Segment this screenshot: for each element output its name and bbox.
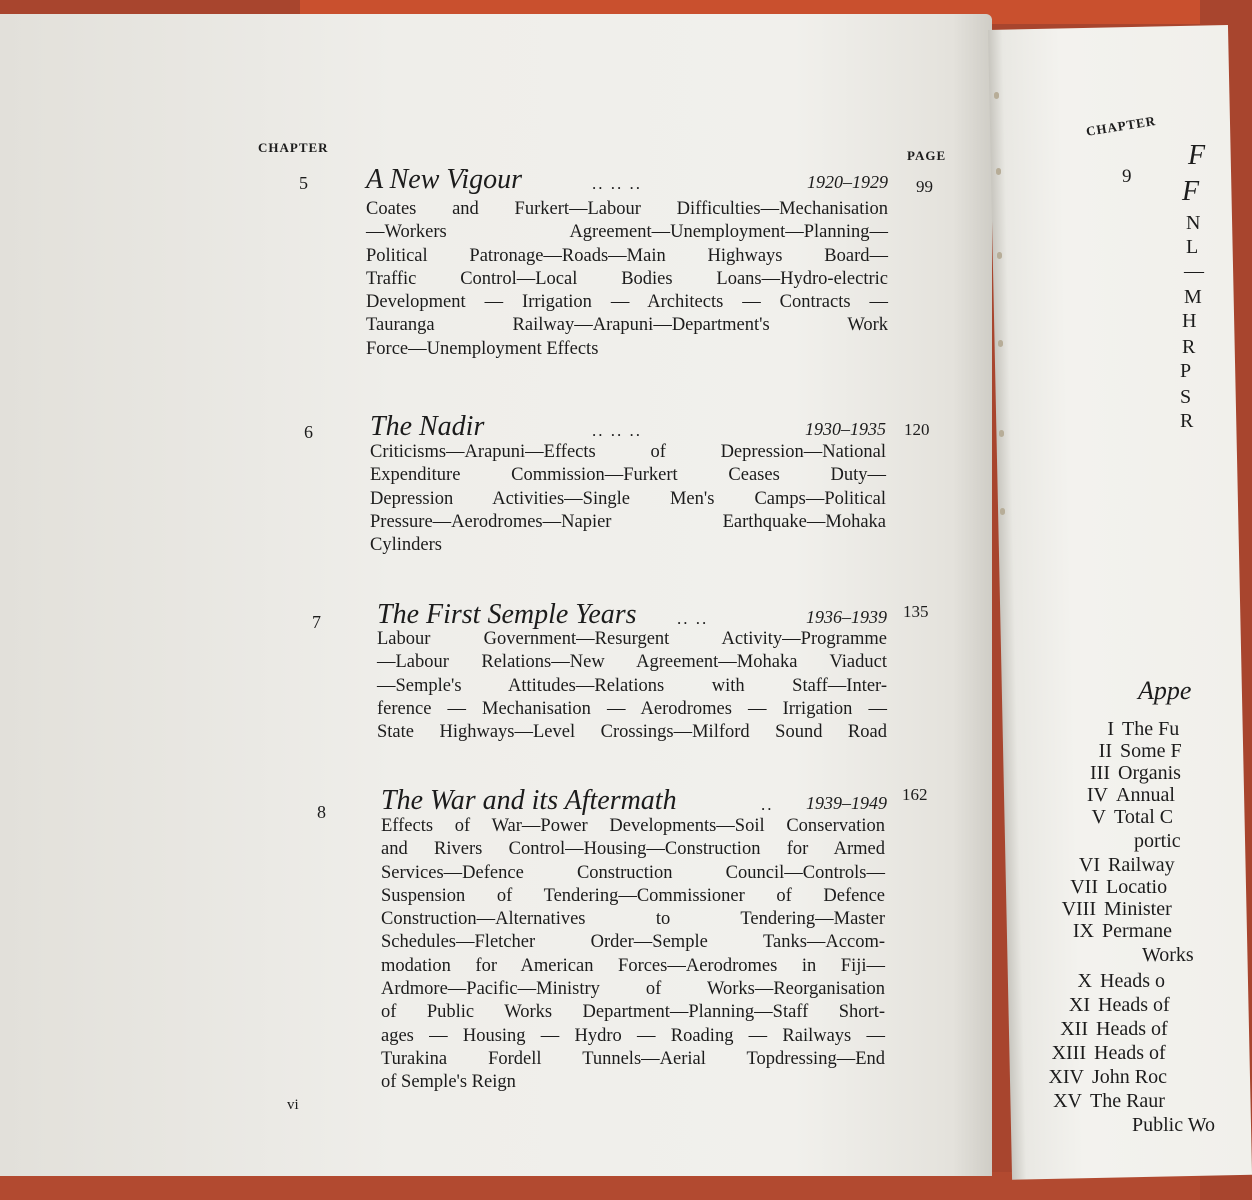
summary-line: modation for American Forces—Aerodromes in Fiji— [381, 955, 885, 976]
appendix-title: John Roc [1092, 1066, 1167, 1088]
appendix-row [1052, 898, 1172, 921]
summary-line: Cylinders [370, 535, 442, 556]
binding-stitch [996, 168, 1001, 175]
summary-line: Political Patronage—Roads—Main Highways Board— [366, 245, 888, 266]
dot-leader: .. .. [677, 609, 709, 628]
appendix-title: Annual [1116, 784, 1175, 806]
right-chapter-number: 9 [1122, 166, 1132, 187]
page-number: 162 [902, 785, 928, 804]
appendix-row [1044, 1018, 1168, 1041]
chapter-title-line [377, 601, 887, 631]
appendix-numeral: VI [1078, 854, 1100, 876]
summary-line: ference — Mechanisation — Aerodromes — Irrigation — [377, 698, 887, 719]
chapter-years: 1930–1935 [805, 419, 886, 439]
appendix-row [1038, 1090, 1165, 1113]
appendix-row [1080, 1114, 1215, 1137]
chapter-summary [381, 815, 885, 1095]
dot-leader: .. [761, 795, 774, 814]
summary-line: Schedules—Fletcher Order—Semple Tanks—Accom- [381, 932, 885, 953]
summary-line: Services—Defence Construction Council—Controls— [381, 862, 885, 883]
appendix-title: The Raur [1090, 1090, 1165, 1112]
summary-line: Pressure—Aerodromes—Napier Earthquake—Mohaka [370, 511, 886, 532]
appendix-title: Works [1142, 944, 1194, 966]
right-title-fragment: F [1182, 176, 1200, 207]
appendix-row [1064, 784, 1175, 807]
summary-line: of Public Works Department—Planning—Staff Short- [381, 1002, 885, 1023]
chapter-summary [366, 198, 888, 361]
summary-line: Traffic Control—Local Bodies Loans—Hydro-electric [366, 268, 888, 289]
chapter-years: 1920–1929 [807, 172, 888, 192]
summary-line: Development — Irrigation — Architects — Contracts — [366, 292, 888, 313]
right-text-fragment: — [1184, 260, 1204, 282]
page-number: 120 [904, 420, 930, 439]
appendix-numeral: XIII [1051, 1042, 1086, 1064]
appendix-title: Locatio [1106, 876, 1168, 898]
summary-line: Ardmore—Pacific—Ministry of Works—Reorganisation [381, 979, 885, 1000]
appendix-numeral: I [1107, 718, 1114, 740]
summary-line: Force—Unemployment Effects [366, 338, 599, 359]
appendix-title: Permane [1102, 920, 1172, 942]
summary-line: Depression Activities—Single Men's Camps—Political [370, 488, 886, 509]
appendix-row [1062, 806, 1173, 829]
summary-line: Suspension of Tendering—Commissioner of Defence [381, 885, 885, 906]
page-number: 99 [916, 177, 933, 196]
chapter-title: The Nadir [370, 411, 485, 442]
right-text-fragment: N [1186, 212, 1201, 234]
appendix-row [1042, 1042, 1166, 1065]
page-column-header: PAGE [907, 148, 947, 163]
appendix-row [1066, 762, 1181, 785]
chapter-title-line [366, 166, 888, 196]
summary-line: State Highways—Level Crossings—Milford Sound Road [377, 722, 887, 743]
appendix-title: Total C [1114, 806, 1174, 828]
right-chapter-header: CHAPTER [1085, 112, 1158, 139]
appendix-numeral: VII [1070, 876, 1098, 898]
chapter-number: 8 [317, 802, 326, 822]
chapter-number: 7 [312, 612, 321, 632]
appendix-row [1048, 970, 1165, 993]
appendix-title: Heads o [1100, 970, 1165, 992]
right-text-fragment: R [1182, 336, 1196, 358]
summary-line: and Rivers Control—Housing—Construction for Armed [381, 839, 885, 860]
appendix-row [1082, 830, 1181, 853]
summary-line: Labour Government—Resurgent Activity—Programme [377, 629, 887, 649]
appendix-numeral: VIII [1061, 898, 1096, 920]
chapter-years: 1936–1939 [806, 607, 887, 627]
binding-stitch [998, 340, 1003, 347]
dot-leader: .. .. .. [592, 421, 642, 440]
appendix-row [1070, 718, 1179, 741]
appendix-title: Some F [1120, 740, 1182, 762]
binding-stitch [994, 92, 999, 99]
summary-line: ages — Housing — Hydro — Roading — Railways — [381, 1025, 885, 1046]
appendix-title: Railway [1108, 854, 1175, 876]
summary-line: —Workers Agreement—Unemployment—Planning— [366, 222, 888, 243]
appendix-title: The Fu [1122, 718, 1180, 740]
right-text-fragment: R [1180, 410, 1194, 432]
chapter-number: 6 [304, 422, 313, 442]
chapter-title-line [381, 787, 887, 817]
appendix-numeral: XV [1053, 1090, 1082, 1112]
dot-leader: .. .. .. [592, 174, 642, 193]
summary-line: Construction—Alternatives to Tendering—Master [381, 909, 885, 930]
appendix-row [1050, 920, 1172, 943]
summary-line: Criticisms—Arapuni—Effects of Depression—National [370, 442, 886, 462]
right-text-fragment: S [1180, 386, 1192, 408]
appendix-numeral: XI [1068, 994, 1090, 1016]
summary-line: —Labour Relations—New Agreement—Mohaka Viaduct [377, 652, 887, 673]
appendix-row [1090, 944, 1194, 967]
right-text-fragment: H [1182, 310, 1197, 332]
binding-stitch [999, 430, 1004, 437]
appendix-row [1068, 740, 1182, 763]
binding-stitch [997, 252, 1002, 259]
binding-stitch [1000, 508, 1005, 515]
summary-line: of Semple's Reign [381, 1072, 516, 1093]
appendix-title: Public Wo [1132, 1114, 1216, 1136]
appendix-numeral: III [1090, 762, 1110, 784]
appendix-numeral: IX [1072, 920, 1094, 942]
summary-line: Turakina Fordell Tunnels—Aerial Topdressing—End [381, 1048, 885, 1069]
chapter-title: The First Semple Years [377, 599, 637, 630]
right-text-fragment: M [1184, 286, 1202, 308]
appendix-row [1056, 854, 1175, 877]
appendix-row [1040, 1066, 1167, 1089]
chapter-column-header: CHAPTER [258, 140, 329, 155]
appendices-heading-fragment: Appe [1138, 676, 1192, 705]
appendix-numeral: X [1077, 970, 1092, 992]
chapter-number: 5 [299, 173, 308, 193]
appendix-title: Heads of [1096, 1018, 1168, 1040]
chapter-summary [377, 628, 887, 744]
summary-line: —Semple's Attitudes—Relations with Staff—Inter- [377, 675, 887, 696]
summary-line: Effects of War—Power Developments—Soil Conservation [381, 816, 885, 836]
right-text-fragment: P [1180, 360, 1192, 382]
appendix-numeral: XIV [1048, 1066, 1084, 1088]
page-folio: vi [287, 1097, 299, 1113]
appendix-numeral: V [1091, 806, 1106, 828]
appendix-row [1054, 876, 1167, 899]
appendix-title: Heads of [1094, 1042, 1166, 1064]
summary-line: Expenditure Commission—Furkert Ceases Duty— [370, 465, 886, 486]
chapter-years: 1939–1949 [806, 793, 887, 813]
appendix-title: portic [1134, 830, 1181, 852]
right-text-fragment: L [1186, 236, 1199, 258]
appendix-title: Organis [1118, 762, 1181, 784]
appendix-row [1046, 994, 1170, 1017]
right-title-fragment: F [1188, 140, 1206, 171]
chapter-title: A New Vigour [366, 164, 523, 195]
appendix-numeral: XII [1060, 1018, 1088, 1040]
page-number: 135 [903, 602, 929, 621]
summary-line: Coates and Furkert—Labour Difficulties—Mechanisation [366, 199, 888, 219]
chapter-title: The War and its Aftermath [381, 785, 677, 816]
appendix-numeral: IV [1086, 784, 1108, 806]
appendix-title: Heads of [1098, 994, 1170, 1016]
chapter-summary [370, 441, 886, 557]
appendix-numeral: II [1098, 740, 1112, 762]
appendix-title: Minister [1104, 898, 1172, 920]
summary-line: Tauranga Railway—Arapuni—Department's Work [366, 315, 888, 336]
chapter-title-line [370, 413, 886, 443]
